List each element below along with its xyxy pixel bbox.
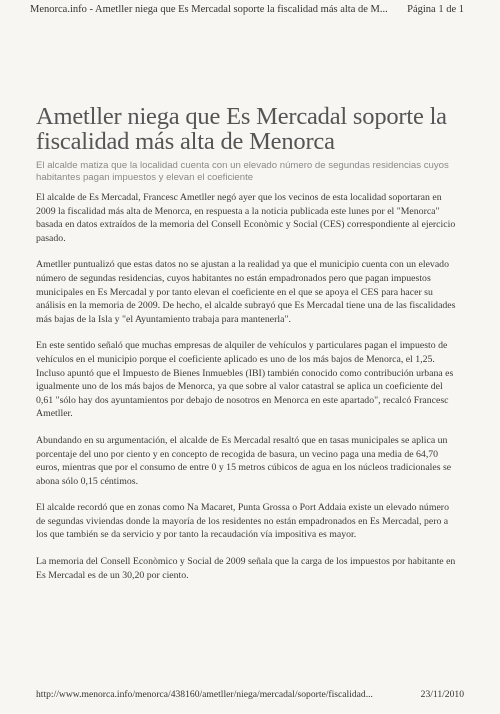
print-header-title: Menorca.info - Ametller niega que Es Mercadal soporte la fiscalidad más alta de M... <box>30 4 388 15</box>
article-body <box>36 191 460 582</box>
print-header-page-number: Página 1 de 1 <box>407 4 464 15</box>
article-paragraph: El alcalde de Es Mercadal, Francesc Ametller negó ayer que los vecinos de esta localidad soportaran en 2009 la fiscalidad más alta de Menorca, en respuesta a la noticia publicada este lunes por el "Menorca" basada en datos extraídos de la memoria del Consell Econòmic y Social (CES) correspondiente al ejercicio pasado. <box>36 192 456 244</box>
article-paragraph: Ametller puntualizó que estas datos no se ajustan a la realidad ya que el municipio cuenta con un elevado número de segundas residencias, cuyos habitantes no están empadronados pero que pagan impuestos municipales en Es Mercadal y por tanto elevan el coeficiente en el que se apoya el CES para hacer su análisis en la memoria de 2009. De hecho, el alcalde subrayó que Es Mercadal tiene una de las fiscalidades más bajas de la Isla y "el Ayuntamiento trabaja para mantenerla". <box>36 259 456 325</box>
article-paragraph: La memoria del Consell Econòmico y Social de 2009 señala que la carga de los impuestos por habitante en Es Mercadal es de un 30,20 por ciento. <box>36 556 456 581</box>
print-header <box>30 4 464 15</box>
article-paragraph: El alcalde recordó que en zonas como Na Macaret, Punta Grossa o Port Addaia existe un elevado número de segundas viviendas donde la mayoría de los residentes no están empadronados en Es Mercadal, pero a los que también se da servicio y por tanto la recaudación vía impositiva es mayor. <box>36 502 449 541</box>
article-paragraph: Abundando en su argumentación, el alcalde de Es Mercadal resaltó que en tasas municipales se aplica un porcentaje del uno por ciento y en concepto de recogida de basura, un vecino paga una media de 64,70 euros, mientras que por el consumo de entre 0 y 15 metros cúbicos de agua en los núcleos tradicionales se abona sólo 0,15 céntimos. <box>36 434 452 487</box>
article <box>36 104 460 595</box>
article-subtitle: El alcalde matiza que la localidad cuenta con un elevado número de segundas residencias cuyos habitantes pagan impuestos y elevan el coeficiente <box>36 160 449 183</box>
article-paragraph: En este sentido señaló que muchas empresas de alquiler de vehículos y particulares pagan el impuesto de vehículos en el municipio porque el coeficiente aplicado es uno de los más bajos de Menorca, el 1,25. Incluso apuntó que el Impuesto de Bienes Inmuebles (IBI) también conocido como contribución urbana es igualmente uno de los más bajos de Menorca, ya que sobre al valor catastral se aplica un coeficiente del 0,61 "sólo hay dos ayuntamientos por debajo de nosotros en Menorca en este apartado", recalcó Francesc Ametller. <box>36 340 454 420</box>
article-headline: Ametller niega que Es Mercadal soporte la fiscalidad más alta de Menorca <box>36 103 447 155</box>
print-footer-url: http://www.menorca.info/menorca/438160/ametller/niega/mercadal/soporte/fiscalidad... <box>36 689 373 700</box>
print-footer <box>36 689 464 700</box>
print-footer-date: 23/11/2010 <box>420 689 464 700</box>
